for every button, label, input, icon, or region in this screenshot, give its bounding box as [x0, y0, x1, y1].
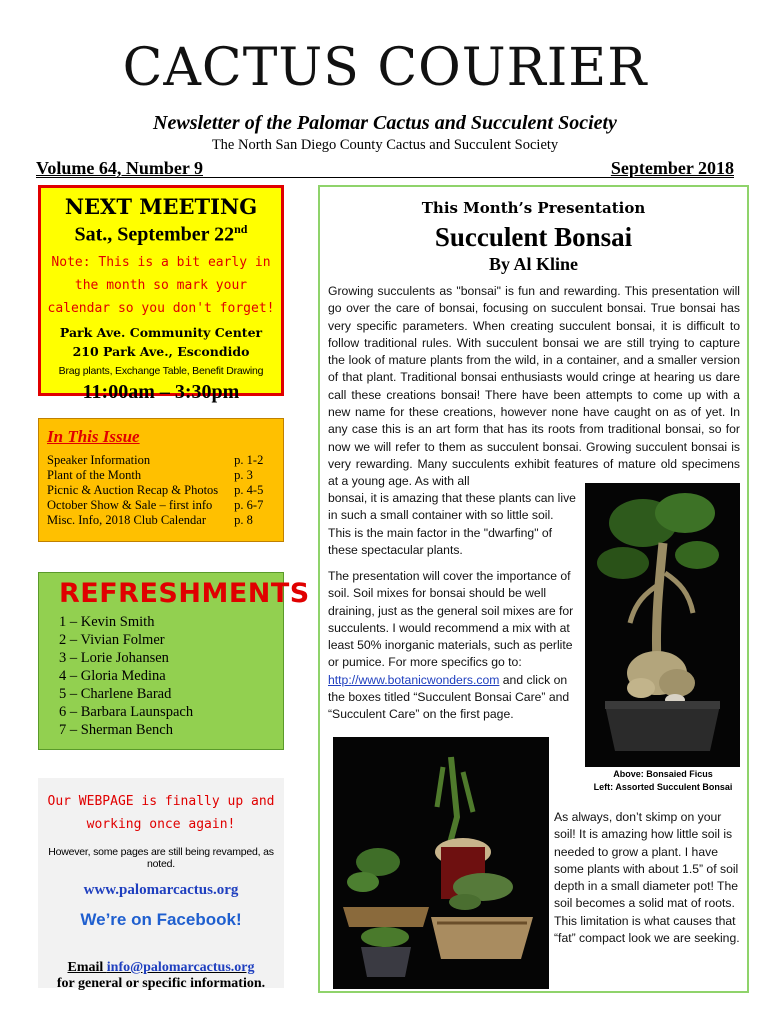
newsletter-subtitle: Newsletter of the Palomar Cactus and Succulent Society	[153, 112, 617, 134]
ficus-bonsai-image	[585, 483, 740, 767]
newsletter-title: CACTUS COURIER	[122, 38, 648, 98]
meeting-time: 11:00am – 3:30pm	[82, 380, 240, 403]
meeting-note: Note: This is a bit early in the month so mark your calendar so you don't forget!	[47, 254, 275, 316]
presentation-byline: By Al Kline	[488, 254, 578, 274]
website-link[interactable]: www.palomarcactus.org	[83, 882, 239, 898]
refreshments-list	[59, 613, 283, 739]
volume-number: Volume 64, Number 9	[36, 158, 204, 178]
list-item: 7 – Sherman Bench	[59, 722, 173, 738]
issue-heading: In This Issue	[47, 427, 140, 446]
botanicwonders-link[interactable]: http://www.botanicwonders.com	[328, 672, 500, 687]
meeting-extras: Brag plants, Exchange Table, Benefit Drawing	[58, 364, 264, 377]
webpage-note: However, some pages are still being revamped, as noted.	[48, 846, 274, 870]
meeting-address	[41, 323, 281, 361]
presentation-title: Succulent Bonsai	[434, 222, 633, 252]
meeting-heading: NEXT MEETING	[64, 194, 258, 219]
email-tail: for general or specific information.	[56, 976, 266, 991]
email-line: Email info@palomarcactus.org	[67, 960, 255, 975]
list-item: Plant of the Month p. 3	[47, 468, 253, 482]
society-name: The North San Diego County Cactus and Succulent Society	[211, 137, 559, 153]
presentation-label: This Month’s Presentation	[421, 199, 646, 217]
list-item: 4 – Gloria Medina	[59, 668, 166, 684]
presentation-paragraph-1-continued: bonsai, it is amazing that these plants can live in such a small container with so little soil. This is the main factor in the "dwarfing" of these spectacular plants.	[328, 491, 576, 557]
photo-caption: Above: Bonsaied Ficus Left: Assorted Succulent Bonsai	[593, 769, 733, 792]
webpage-box	[38, 778, 284, 991]
list-item: October Show & Sale – first info p. 6-7	[47, 498, 264, 512]
list-item: Speaker Information p. 1-2	[47, 453, 264, 467]
presentation-paragraph-2: The presentation will cover the importance of soil. Soil mixes for bonsai should be well draining, just as the general soil mixes are for succulents. I would recommend a mix with at least 50% inorganic materials, such as perlite or pumice. For more specifics go to: http://www.botanicwonders.com and click on the boxes titled “Succulent Bonsai Care” and “Succulent Care” on the first page.	[328, 569, 574, 722]
email-link[interactable]: info@palomarcactus.org	[106, 960, 255, 975]
list-item: 6 – Barbara Launspach	[59, 704, 194, 720]
webpage-announcement: Our WEBPAGE is finally up and working once again!	[47, 794, 275, 832]
in-this-issue-box	[38, 418, 284, 542]
succulent-bonsai-image	[333, 737, 549, 989]
refreshments-box	[38, 572, 310, 750]
presentation-paragraph-3: As always, don’t skimp on your soil! It is amazing how little soil is needed to grow a plant. I have some plants with about 1.5” of soil depth in a small diameter pot! The soil becomes a solid mat of roots. This limitation is what causes that “fat” compact look we are seeking.	[554, 810, 740, 946]
succulent-bonsai-photo	[333, 737, 549, 989]
list-item: 1 – Kevin Smith	[59, 614, 155, 630]
refreshments-heading: REFRESHMENTS	[59, 578, 310, 609]
list-item: Misc. Info, 2018 Club Calendar p. 8	[47, 513, 253, 527]
list-item: 5 – Charlene Barad	[59, 686, 172, 702]
meeting-venue: Park Ave. Community Center	[59, 324, 263, 340]
ficus-bonsai-photo	[585, 483, 740, 767]
issue-date: September 2018	[610, 158, 734, 178]
list-item: Picnic & Auction Recap & Photos p. 4-5	[47, 483, 264, 497]
masthead-divider	[36, 177, 734, 178]
list-item: 2 – Vivian Folmer	[59, 632, 165, 648]
meeting-street: 210 Park Ave., Escondido	[72, 343, 250, 359]
next-meeting-box	[38, 185, 284, 403]
facebook-link[interactable]: We’re on Facebook!	[80, 910, 242, 929]
issue-contents	[47, 453, 263, 528]
meeting-date: Sat., September 22nd	[74, 222, 248, 246]
presentation-paragraph-1: Growing succulents as "bonsai" is fun and rewarding. This presentation will go over the care of bonsai, focusing on succulent bonsai. True bonsai has very specific parameters. When creating succulent bonsai, it is difficult to follow traditional rules. With succulent bonsai we are still trying to capture the look of mature plants from the wild, in a container, and a smaller version of that plant. Traditional bonsai enthusiasts would cringe at hearing us dare call these creations bonsai! There have been attempts to come up with a new name for these creations, however none have caught on as of yet. In any case this is an art form that has its roots from traditional bonsai, so for now we will refer to them as succulent bonsai. Growing succulent bonsai is very rewarding. Many succulents exhibit features of mature old specimens at a young age. As with all	[328, 284, 740, 489]
list-item: 3 – Lorie Johansen	[59, 650, 169, 666]
